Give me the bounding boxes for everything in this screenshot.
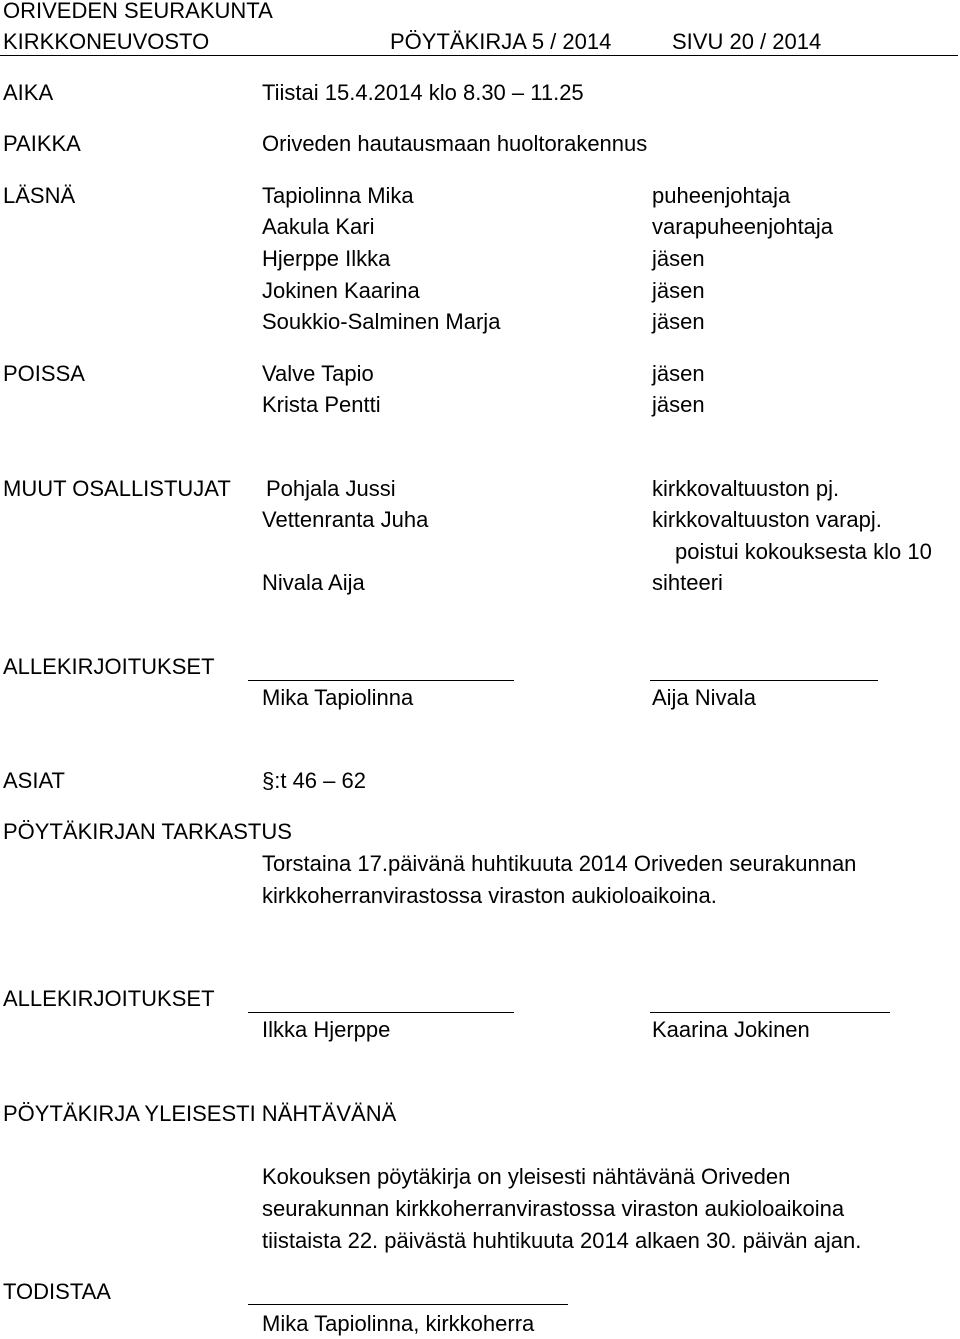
poissa-label: POISSA <box>3 361 85 386</box>
participant-role: kirkkovaltuuston varapj. <box>652 507 882 532</box>
attendee-role: jäsen <box>652 246 705 271</box>
absentee-role: jäsen <box>652 392 705 417</box>
todistaa-label: TODISTAA <box>3 1279 111 1304</box>
nahtavana-text: tiistaista 22. päivästä huhtikuuta 2014 alkaen 30. päivän ajan. <box>262 1228 862 1253</box>
participant-note: poistui kokouksesta klo 10 <box>675 539 932 564</box>
attendee-role: jäsen <box>652 278 705 303</box>
attendee-role: varapuheenjohtaja <box>652 214 834 239</box>
body-name: KIRKKONEUVOSTO <box>3 29 210 54</box>
nahtavana-text: Kokouksen pöytäkirja on yleisesti nähtävänä Oriveden <box>262 1164 791 1189</box>
participant-role: sihteeri <box>652 570 723 595</box>
nahtavana-text: seurakunnan kirkkoherranvirastossa viraston aukioloaikoina <box>262 1196 845 1221</box>
signer-name: Ilkka Hjerppe <box>262 1017 391 1042</box>
page-number: SIVU 20 / 2014 <box>672 29 822 54</box>
asiat-value: §:t 46 – 62 <box>262 768 366 793</box>
signer-name: Kaarina Jokinen <box>652 1017 810 1042</box>
attendee-name: Aakula Kari <box>262 214 375 239</box>
absentee-name: Krista Pentti <box>262 392 381 417</box>
participant-name: Vettenranta Juha <box>262 507 429 532</box>
signature-line <box>650 680 878 681</box>
nahtavana-label: PÖYTÄKIRJA YLEISESTI NÄHTÄVÄNÄ <box>3 1101 397 1126</box>
signatures-label: ALLEKIRJOITUKSET <box>3 986 215 1011</box>
signature-line <box>248 680 514 681</box>
attendee-role: jäsen <box>652 309 705 334</box>
minutes-number: PÖYTÄKIRJA 5 / 2014 <box>390 29 612 54</box>
absentee-name: Valve Tapio <box>262 361 374 386</box>
participant-role: kirkkovaltuuston pj. <box>652 476 840 501</box>
header-rule <box>0 55 958 56</box>
signer-name: Aija Nivala <box>652 685 756 710</box>
signature-line <box>248 1012 514 1013</box>
signer-name: Mika Tapiolinna, kirkkoherra <box>262 1311 535 1336</box>
attendee-name: Tapiolinna Mika <box>262 183 414 208</box>
paikka-value: Oriveden hautausmaan huoltorakennus <box>262 131 648 156</box>
attendee-name: Jokinen Kaarina <box>262 278 420 303</box>
signature-line <box>650 1012 890 1013</box>
attendee-name: Soukkio-Salminen Marja <box>262 309 501 334</box>
lasna-label: LÄSNÄ <box>3 183 76 208</box>
asiat-label: ASIAT <box>3 768 65 793</box>
participant-name: Nivala Aija <box>262 570 365 595</box>
signer-name: Mika Tapiolinna <box>262 685 414 710</box>
attendee-name: Hjerppe Ilkka <box>262 246 391 271</box>
signature-line <box>248 1304 568 1305</box>
aika-value: Tiistai 15.4.2014 klo 8.30 – 11.25 <box>262 80 584 105</box>
paikka-label: PAIKKA <box>3 131 81 156</box>
signatures-label: ALLEKIRJOITUKSET <box>3 654 215 679</box>
aika-label: AIKA <box>3 80 54 105</box>
tarkastus-text: Torstaina 17.päivänä huhtikuuta 2014 Oriveden seurakunnan <box>262 851 857 876</box>
org-name: ORIVEDEN SEURAKUNTA <box>3 0 273 23</box>
tarkastus-text: kirkkoherranvirastossa viraston aukioloaikoina. <box>262 883 717 908</box>
participant-name: Pohjala Jussi <box>266 476 396 501</box>
tarkastus-label: PÖYTÄKIRJAN TARKASTUS <box>3 819 292 844</box>
muut-label: MUUT OSALLISTUJAT <box>3 476 231 501</box>
absentee-role: jäsen <box>652 361 705 386</box>
attendee-role: puheenjohtaja <box>652 183 791 208</box>
